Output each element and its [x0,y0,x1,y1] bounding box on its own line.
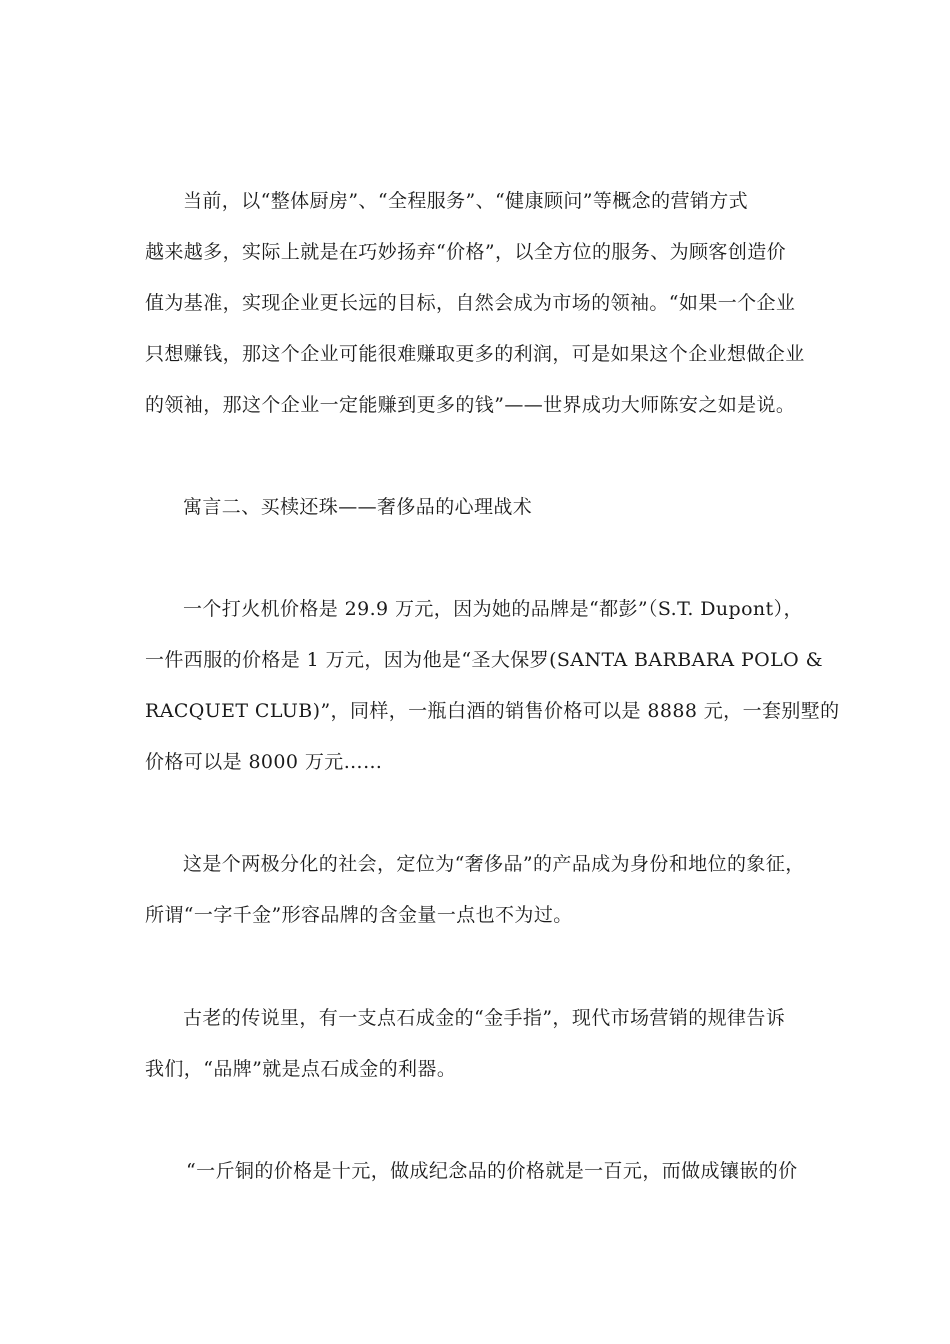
text-line: 越来越多，实际上就是在巧妙扬弃“价格”，以全方位的服务、为顾客创造价 [145,241,787,263]
text-line: 价格可以是 8000 万元…… [145,751,383,773]
text-line: RACQUET CLUB)”，同样，一瓶白酒的销售价格可以是 8888 元，一套别墅的 [145,700,840,722]
text-line: 只想赚钱，那这个企业可能很难赚取更多的利润，可是如果这个企业想做企业 [145,343,805,365]
text-line: 这是个两极分化的社会，定位为“奢侈品”的产品成为身份和地位的象征， [183,853,805,875]
text-line: 当前，以“整体厨房”、“全程服务”、“健康顾问”等概念的营销方式 [183,190,749,212]
text-line: 一个打火机价格是 29.9 万元，因为她的品牌是“都彭”（S.T. Dupont）， [183,598,803,620]
text-line: 我们，“品牌”就是点石成金的利器。 [145,1058,457,1080]
text-line: 一件西服的价格是 1 万元，因为他是“圣大保罗(SANTA BARBARA POLO & [145,649,823,671]
text-line: 所谓“一字千金”形容品牌的含金量一点也不为过。 [145,904,573,926]
text-line: 古老的传说里，有一支点石成金的“金手指”，现代市场营销的规律告诉 [183,1007,786,1029]
text-line: 值为基准，实现企业更长远的目标，自然会成为市场的领袖。“如果一个企业 [145,292,796,314]
text-line: “一斤铜的价格是十元，做成纪念品的价格就是一百元，而做成镶嵌的价 [186,1160,798,1182]
text-line: 的领袖，那这个企业一定能赚到更多的钱”——世界成功大师陈安之如是说。 [145,394,796,416]
section-heading: 寓言二、买椟还珠——奢侈品的心理战术 [183,496,533,518]
